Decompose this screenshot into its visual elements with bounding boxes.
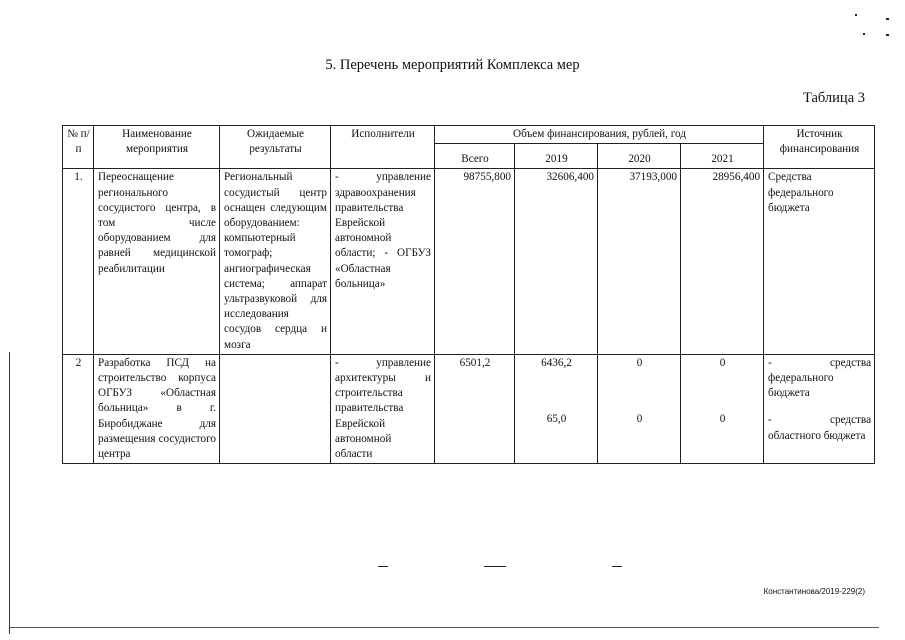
row-source: Средства федерального бюджета (764, 169, 875, 354)
page-bottom-line (9, 627, 879, 628)
header-name: Наименование мероприятия (94, 126, 220, 169)
row-total: 6501,2 (435, 354, 515, 463)
row-name: Разработка ПСД на строительство корпуса ОГБУЗ «Областная больница» в г. Биробиджане для размещения сосудистого центра (94, 354, 220, 463)
row-2020: 37193,000 (598, 169, 681, 354)
measures-table (62, 125, 875, 464)
scan-dash (484, 566, 506, 567)
row-2021-regional: 0 (719, 413, 726, 426)
table-row (63, 169, 875, 354)
header-total: Всего (435, 144, 515, 169)
row-2021: 28956,400 (681, 169, 764, 354)
row-2019-cell (515, 354, 598, 463)
header-row (63, 126, 875, 144)
header-source: Источник финансирования (764, 126, 875, 169)
document-signature: Константинова/2019-229(2) (763, 587, 865, 596)
scan-speck (855, 14, 857, 16)
section-heading: 5. Перечень мероприятий Комплекса мер (325, 57, 580, 73)
table-label: Таблица 3 (802, 90, 865, 106)
scan-speck (886, 34, 889, 36)
scan-dash (612, 566, 622, 567)
row-source-federal: - средства федерального бюджета (768, 356, 872, 400)
row-2019: 32606,400 (515, 169, 598, 354)
row-executors: - управление архитектуры и строительства правительства Еврейской автономной области (331, 354, 435, 463)
table-row (63, 354, 875, 463)
row-results: Региональный сосудистый центр оснащен следующим оборудованием: компьютерный томограф; ангиографическая система; аппарат ультразвуковой для исследования сосудов сердца и мозга (220, 169, 331, 354)
page-edge-line (9, 352, 10, 634)
header-2020: 2020 (598, 144, 681, 169)
row-2020-regional: 0 (636, 413, 643, 426)
row-num: 1. (63, 169, 94, 354)
header-num: № п/п (63, 126, 94, 169)
row-results (220, 354, 331, 463)
row-2019-regional: 65,0 (546, 413, 567, 426)
header-executors: Исполнители (331, 126, 435, 169)
row-2021-federal: 0 (719, 356, 726, 369)
row-total: 98755,800 (435, 169, 515, 354)
row-source-regional: - средства областного бюджета (768, 414, 872, 442)
row-2020-federal: 0 (636, 356, 643, 369)
header-2021: 2021 (681, 144, 764, 169)
row-num: 2 (63, 354, 94, 463)
row-executors: - управление здравоохранения правительства Еврейской автономной области; - ОГБУЗ «Областная больница» (331, 169, 435, 354)
row-name: Переоснащение регионального сосудистого центра, в том числе оборудованием для равней медицинской реабилитации (94, 169, 220, 354)
row-2020-cell (598, 354, 681, 463)
header-2019: 2019 (515, 144, 598, 169)
scan-speck (863, 33, 865, 35)
header-funding: Объем финансирования, рублей, год (435, 126, 764, 144)
row-source-cell (764, 354, 875, 463)
row-2019-federal: 6436,2 (541, 356, 572, 369)
row-2021-cell (681, 354, 764, 463)
scan-dash (378, 566, 388, 567)
header-results: Ожидаемые результаты (220, 126, 331, 169)
scan-speck (886, 18, 889, 20)
